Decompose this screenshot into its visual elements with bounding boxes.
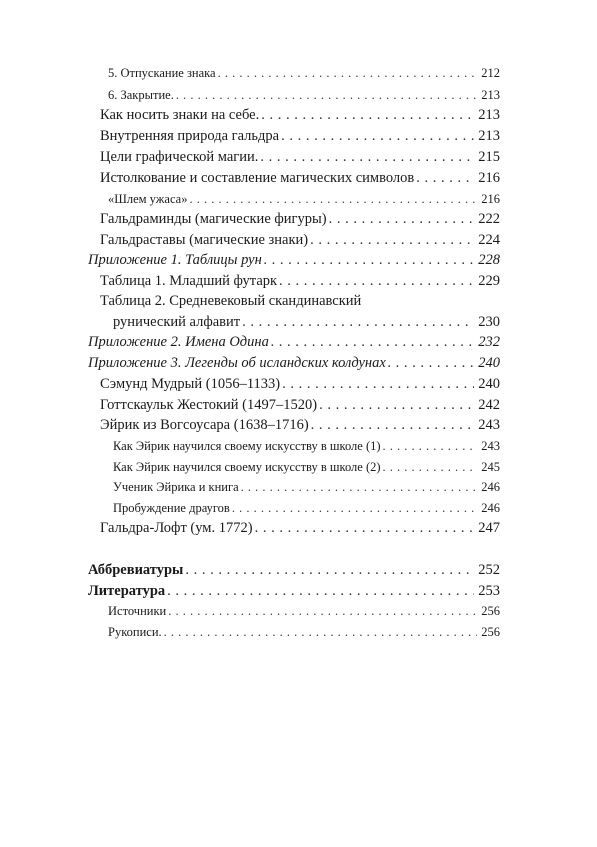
toc-leader-dots	[218, 66, 478, 81]
toc-entry-page: 240	[478, 376, 500, 392]
toc-entry	[113, 314, 500, 331]
toc-entry	[100, 149, 500, 166]
toc-entry-page: 230	[478, 314, 500, 330]
toc-entry-title: Цели графической магии.	[100, 149, 259, 165]
toc-leader-dots	[271, 334, 474, 351]
toc-entry-title: Гальдраставы (магические знаки)	[100, 232, 309, 248]
toc-entry-page: 222	[478, 211, 500, 227]
toc-entry-title-line1: Таблица 2. Средневековый скандинавский	[100, 293, 362, 309]
toc-leader-dots	[264, 252, 474, 269]
toc-entry-title: Источники	[108, 604, 167, 618]
toc-entry	[88, 334, 500, 351]
toc-entry-page: 243	[478, 417, 500, 433]
toc-entry-page: 242	[478, 397, 500, 413]
toc-leader-dots	[383, 439, 478, 454]
toc-leader-dots	[416, 170, 474, 187]
toc-leader-dots	[388, 355, 474, 372]
toc-leader-dots	[281, 128, 474, 145]
toc-entry	[88, 252, 500, 269]
toc-entry	[108, 604, 500, 619]
toc-entry-title: Таблица 1. Младший футарк	[100, 273, 278, 289]
toc-entry	[108, 66, 500, 81]
toc-leader-dots	[167, 583, 474, 600]
toc-entry-page: 252	[478, 562, 500, 578]
toc-entry-title: Приложение 2. Имена Одина	[88, 334, 269, 350]
toc-entry	[108, 192, 500, 207]
toc-entry-page: 213	[481, 88, 500, 102]
toc-entry	[108, 88, 500, 103]
toc-leader-dots	[319, 397, 474, 414]
toc-entry	[100, 397, 500, 414]
toc-entry	[100, 170, 500, 187]
toc-leader-dots	[261, 107, 474, 124]
toc-entry-title: Ученик Эйрика и книга	[113, 480, 239, 494]
toc-entry-page: 246	[481, 480, 500, 494]
toc-entry	[100, 417, 500, 434]
toc-entry-page: 213	[478, 107, 500, 123]
toc-entry	[88, 562, 500, 579]
toc-entry-title: Внутренняя природа гальдра	[100, 128, 280, 144]
toc-entry	[113, 439, 500, 454]
toc-entry-page: 215	[478, 149, 500, 165]
toc-leader-dots	[310, 232, 474, 249]
toc-entry-title: Литература	[88, 583, 166, 599]
toc-entry-title: Сэмунд Мудрый (1056–1133)	[100, 376, 281, 392]
toc-leader-dots	[329, 211, 475, 228]
toc-entry-page: 240	[478, 355, 500, 371]
toc-entry	[100, 273, 500, 290]
toc-leader-dots	[282, 376, 474, 393]
toc-entry-title: Эйрик из Вогсоусара (1638–1716)	[100, 417, 309, 433]
toc-entry	[100, 232, 500, 249]
toc-leader-dots	[260, 149, 474, 166]
toc-entry	[88, 583, 500, 600]
toc-entry-title: Как носить знаки на себе.	[100, 107, 260, 123]
toc-entry	[100, 520, 500, 537]
toc-entry-page: 245	[481, 460, 500, 474]
toc-leader-dots	[189, 192, 477, 207]
toc-entry-page: 216	[481, 192, 500, 206]
toc-leader-dots	[185, 562, 474, 579]
toc-entry-page: 247	[478, 520, 500, 536]
toc-entry-page: 216	[478, 170, 500, 186]
toc-entry-title: Как Эйрик научился своему искусству в школе (1)	[113, 439, 381, 453]
toc-entry-page: 213	[478, 128, 500, 144]
toc-entry-title: «Шлем ужаса»	[108, 192, 188, 206]
toc-entry	[100, 107, 500, 124]
toc-entry-page: 253	[478, 583, 500, 599]
toc-entry-title: Гальдра-Лофт (ум. 1772)	[100, 520, 253, 536]
toc-entry-page: 246	[481, 501, 500, 515]
toc-leader-dots	[383, 460, 478, 475]
toc-entry-page: 256	[481, 604, 500, 618]
toc-entry-page: 212	[481, 66, 500, 80]
toc-entry	[100, 211, 500, 228]
toc-leader-dots	[279, 273, 474, 290]
toc-entry-page: 256	[481, 625, 500, 639]
toc-leader-dots	[232, 501, 477, 516]
toc-entry-title: Приложение 3. Легенды об исландских колдунах	[88, 355, 386, 371]
toc-entry	[100, 128, 500, 145]
toc-entry	[88, 355, 500, 372]
toc-entry	[113, 480, 500, 495]
toc-entry-title: Истолкование и составление магических символов	[100, 170, 415, 186]
toc-entry-title: 6. Закрытие.	[108, 88, 174, 102]
toc-entry-title: Гальдраминды (магические фигуры)	[100, 211, 327, 227]
toc-entry-title: Пробуждение драугов	[113, 501, 230, 515]
toc-leader-dots	[255, 520, 475, 537]
toc-entry-page: 232	[478, 334, 500, 350]
toc-leader-dots	[164, 625, 478, 640]
toc-entry	[113, 460, 500, 475]
toc-entry-title: Готтскаульк Жестокий (1497–1520)	[100, 397, 318, 413]
toc-entry-title: Рукописи.	[108, 625, 162, 639]
toc-entry-title: Приложение 1. Таблицы рун	[88, 252, 262, 268]
toc-entry-page: 224	[478, 232, 500, 248]
toc-entry-page: 228	[478, 252, 500, 268]
toc-leader-dots	[241, 480, 478, 495]
toc-entry-title: Аббревиатуры	[88, 562, 184, 578]
toc-leader-dots	[242, 314, 474, 331]
toc-entry	[108, 625, 500, 640]
toc-leader-dots	[176, 88, 477, 103]
toc-entry-title: Как Эйрик научился своему искусству в школе (2)	[113, 460, 381, 474]
toc-entry-title-line2: рунический алфавит	[113, 314, 241, 330]
toc-leader-dots	[311, 417, 475, 434]
toc-entry	[113, 501, 500, 516]
toc-leader-dots	[168, 604, 477, 619]
toc-entry	[100, 376, 500, 393]
toc-entry-page: 229	[478, 273, 500, 289]
toc-entry-title: 5. Отпускание знака	[108, 66, 216, 80]
toc-entry-page: 243	[481, 439, 500, 453]
